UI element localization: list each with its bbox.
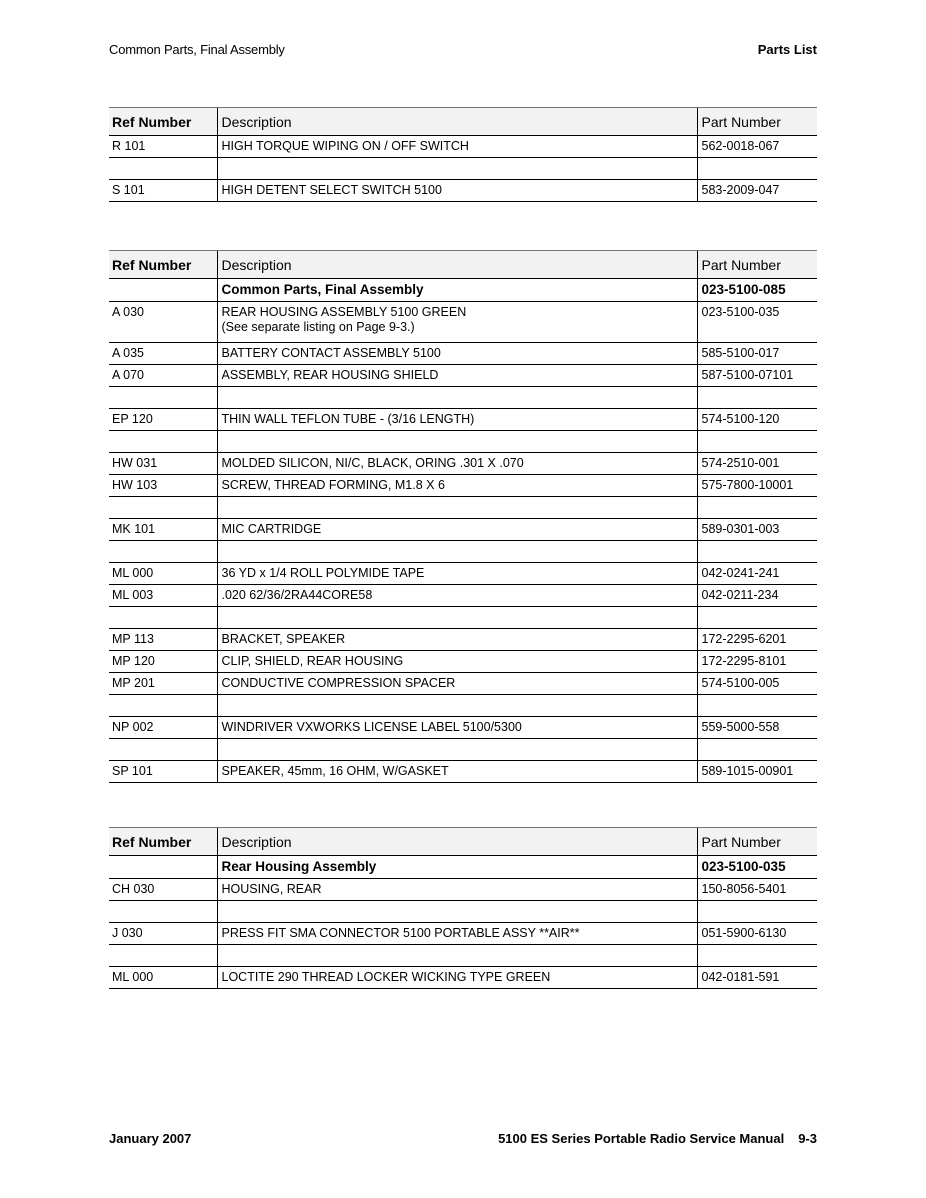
- desc-cell: CONDUCTIVE COMPRESSION SPACER: [217, 673, 697, 695]
- table-row: [109, 967, 817, 989]
- part-cell: 562-0018-067: [697, 136, 817, 158]
- col-header-part: Part Number: [697, 108, 817, 136]
- ref-cell: MP 201: [109, 673, 217, 695]
- table-row: [109, 365, 817, 387]
- group-title: Rear Housing Assembly: [217, 856, 697, 879]
- desc-cell: MIC CARTRIDGE: [217, 519, 697, 541]
- desc-cell: [217, 387, 697, 409]
- part-cell: 585-5100-017: [697, 343, 817, 365]
- col-header-ref: Ref Number: [109, 251, 217, 279]
- table-row: [109, 563, 817, 585]
- part-cell: 051-5900-6130: [697, 923, 817, 945]
- ref-cell: A 035: [109, 343, 217, 365]
- ref-cell: [109, 387, 217, 409]
- desc-cell: [217, 945, 697, 967]
- table-header-row: [109, 108, 817, 136]
- part-cell: 023-5100-035: [697, 302, 817, 343]
- table-row: [109, 945, 817, 967]
- desc-cell: [217, 431, 697, 453]
- desc-cell: [217, 497, 697, 519]
- desc-cell: 36 YD x 1/4 ROLL POLYMIDE TAPE: [217, 563, 697, 585]
- ref-cell: HW 031: [109, 453, 217, 475]
- table-row: [109, 739, 817, 761]
- table-row: [109, 302, 817, 343]
- ref-cell: R 101: [109, 136, 217, 158]
- group-part-number: 023-5100-035: [697, 856, 817, 879]
- ref-cell: S 101: [109, 180, 217, 202]
- part-cell: 042-0211-234: [697, 585, 817, 607]
- table-row: [109, 651, 817, 673]
- desc-text: REAR HOUSING ASSEMBLY 5100 GREEN: [221, 305, 467, 319]
- part-cell: 172-2295-6201: [697, 629, 817, 651]
- part-cell: 042-0241-241: [697, 563, 817, 585]
- ref-cell: [109, 695, 217, 717]
- desc-cell: [217, 695, 697, 717]
- ref-cell: CH 030: [109, 879, 217, 901]
- ref-cell: [109, 497, 217, 519]
- table-row: [109, 879, 817, 901]
- table-row: [109, 180, 817, 202]
- col-header-ref: Ref Number: [109, 828, 217, 856]
- part-cell: 589-1015-00901: [697, 761, 817, 783]
- desc-cell: [217, 901, 697, 923]
- group-part-number: 023-5100-085: [697, 279, 817, 302]
- part-cell: 574-5100-120: [697, 409, 817, 431]
- desc-cell: PRESS FIT SMA CONNECTOR 5100 PORTABLE ASSY **AIR**: [217, 923, 697, 945]
- table-row: [109, 409, 817, 431]
- group-title: Common Parts, Final Assembly: [217, 279, 697, 302]
- desc-cell: LOCTITE 290 THREAD LOCKER WICKING TYPE GREEN: [217, 967, 697, 989]
- desc-cell: [217, 607, 697, 629]
- ref-cell: HW 103: [109, 475, 217, 497]
- col-header-ref: Ref Number: [109, 108, 217, 136]
- parts-table-rear-housing: [109, 827, 817, 989]
- col-header-part: Part Number: [697, 251, 817, 279]
- table-row: [109, 695, 817, 717]
- part-cell: [697, 607, 817, 629]
- ref-cell: [109, 431, 217, 453]
- running-header-chapter: Parts List: [757, 42, 817, 57]
- table-row: [109, 717, 817, 739]
- part-cell: [697, 901, 817, 923]
- desc-cell: HIGH DETENT SELECT SWITCH 5100: [217, 180, 697, 202]
- table-row: [109, 761, 817, 783]
- ref-cell: [109, 158, 217, 180]
- desc-note: (See separate listing on Page 9-3.): [221, 320, 415, 334]
- table-header-row: [109, 251, 817, 279]
- part-cell: [697, 945, 817, 967]
- table-row: [109, 607, 817, 629]
- ref-cell: J 030: [109, 923, 217, 945]
- part-cell: 589-0301-003: [697, 519, 817, 541]
- part-cell: 042-0181-591: [697, 967, 817, 989]
- ref-cell: A 070: [109, 365, 217, 387]
- ref-cell: ML 000: [109, 563, 217, 585]
- desc-cell: .020 62/36/2RA44CORE58: [217, 585, 697, 607]
- footer-date: January 2007: [109, 1131, 192, 1146]
- part-cell: [697, 739, 817, 761]
- part-cell: 172-2295-8101: [697, 651, 817, 673]
- ref-cell: [109, 279, 217, 302]
- part-cell: 583-2009-047: [697, 180, 817, 202]
- ref-cell: [109, 945, 217, 967]
- ref-cell: [109, 607, 217, 629]
- desc-cell: SCREW, THREAD FORMING, M1.8 X 6: [217, 475, 697, 497]
- desc-cell: CLIP, SHIELD, REAR HOUSING: [217, 651, 697, 673]
- part-cell: [697, 695, 817, 717]
- ref-cell: MP 120: [109, 651, 217, 673]
- table-row: [109, 923, 817, 945]
- ref-cell: ML 003: [109, 585, 217, 607]
- part-cell: [697, 431, 817, 453]
- table-row: [109, 519, 817, 541]
- col-header-desc: Description: [217, 251, 697, 279]
- part-cell: 150-8056-5401: [697, 879, 817, 901]
- ref-cell: MP 113: [109, 629, 217, 651]
- part-cell: [697, 387, 817, 409]
- part-cell: 587-5100-07101: [697, 365, 817, 387]
- table-row: [109, 136, 817, 158]
- desc-cell: SPEAKER, 45mm, 16 OHM, W/GASKET: [217, 761, 697, 783]
- desc-cell: WINDRIVER VXWORKS LICENSE LABEL 5100/5300: [217, 717, 697, 739]
- table-row: [109, 497, 817, 519]
- ref-cell: [109, 856, 217, 879]
- running-header-section: Common Parts, Final Assembly: [109, 42, 285, 57]
- footer-title: 5100 ES Series Portable Radio Service Manual: [498, 1131, 785, 1146]
- col-header-part: Part Number: [697, 828, 817, 856]
- ref-cell: SP 101: [109, 761, 217, 783]
- desc-cell: THIN WALL TEFLON TUBE - (3/16 LENGTH): [217, 409, 697, 431]
- table-row: [109, 585, 817, 607]
- desc-cell: ASSEMBLY, REAR HOUSING SHIELD: [217, 365, 697, 387]
- parts-table-common-parts: [109, 250, 817, 783]
- desc-cell: HIGH TORQUE WIPING ON / OFF SWITCH: [217, 136, 697, 158]
- ref-cell: ML 000: [109, 967, 217, 989]
- table-row: [109, 541, 817, 563]
- footer-page-number: 9-3: [798, 1131, 817, 1146]
- table-row: [109, 158, 817, 180]
- table-row: [109, 343, 817, 365]
- ref-cell: A 030: [109, 302, 217, 343]
- desc-cell: BRACKET, SPEAKER: [217, 629, 697, 651]
- desc-cell: HOUSING, REAR: [217, 879, 697, 901]
- desc-cell: [217, 739, 697, 761]
- desc-cell: MOLDED SILICON, NI/C, BLACK, ORING .301 X .070: [217, 453, 697, 475]
- table-row: [109, 475, 817, 497]
- part-cell: [697, 158, 817, 180]
- table-row: [109, 629, 817, 651]
- part-cell: [697, 541, 817, 563]
- table-row: [109, 453, 817, 475]
- desc-cell: [217, 541, 697, 563]
- part-cell: 574-5100-005: [697, 673, 817, 695]
- col-header-desc: Description: [217, 108, 697, 136]
- table-row: [109, 387, 817, 409]
- parts-table-switches: [109, 107, 817, 202]
- group-row: [109, 856, 817, 879]
- part-cell: [697, 497, 817, 519]
- part-cell: 559-5000-558: [697, 717, 817, 739]
- ref-cell: [109, 739, 217, 761]
- table-row: [109, 901, 817, 923]
- ref-cell: EP 120: [109, 409, 217, 431]
- part-cell: 575-7800-10001: [697, 475, 817, 497]
- group-row: [109, 279, 817, 302]
- footer-manual-title: [498, 1131, 817, 1146]
- col-header-desc: Description: [217, 828, 697, 856]
- ref-cell: [109, 901, 217, 923]
- table-header-row: [109, 828, 817, 856]
- desc-cell: [217, 158, 697, 180]
- desc-cell: BATTERY CONTACT ASSEMBLY 5100: [217, 343, 697, 365]
- ref-cell: [109, 541, 217, 563]
- part-cell: 574-2510-001: [697, 453, 817, 475]
- table-row: [109, 673, 817, 695]
- table-row: [109, 431, 817, 453]
- ref-cell: NP 002: [109, 717, 217, 739]
- desc-cell: [217, 302, 697, 343]
- ref-cell: MK 101: [109, 519, 217, 541]
